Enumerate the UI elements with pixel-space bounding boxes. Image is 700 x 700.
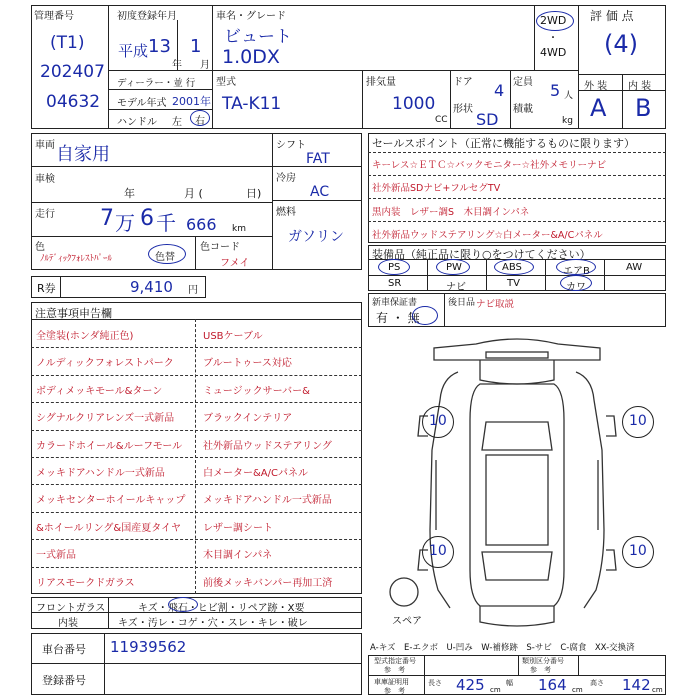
handle-label: ハンドル bbox=[117, 117, 157, 128]
disp-label: 排気量 bbox=[366, 77, 396, 88]
type-label: 型式 bbox=[216, 77, 236, 88]
reg-month: 1 bbox=[190, 36, 202, 57]
note-right-4: ブラックインテリア bbox=[203, 413, 293, 425]
shift-label: シフト bbox=[276, 140, 306, 151]
class-sub: 参 考 bbox=[530, 666, 551, 674]
door-label: ドア bbox=[453, 77, 473, 88]
car-grade: 1.0DX bbox=[222, 46, 280, 68]
car-label: 車名・グレード bbox=[216, 11, 286, 22]
drive-dot: ・ bbox=[548, 33, 558, 44]
mileage-rest: 666 bbox=[186, 215, 217, 234]
reg-label: 初度登録年月 bbox=[117, 11, 177, 22]
sales-line-1: キーレス☆ＥＴＣ☆バックモニター☆社外メモリーナビ bbox=[372, 160, 607, 171]
note-right-2: ブルートゥース対応 bbox=[203, 358, 292, 370]
mileage-sen: 6 bbox=[140, 206, 154, 231]
note-left-2: ノルディックフォレストパーク bbox=[36, 358, 174, 370]
equip-airbag: エアB bbox=[563, 266, 590, 277]
mileage-man: 7 bbox=[100, 206, 114, 231]
equip-pw: PW bbox=[446, 262, 462, 273]
shift-value: FAT bbox=[306, 151, 330, 167]
note-left-9: 一式新品 bbox=[36, 550, 76, 562]
door-value: 4 bbox=[494, 81, 505, 100]
hei-label: 高さ bbox=[590, 679, 604, 687]
note-left-5: カラードホイール&ルーフモール bbox=[36, 440, 183, 452]
mark-fl-value: 10 bbox=[429, 413, 447, 429]
equip-leather-circle bbox=[560, 275, 592, 291]
len-label: 長さ bbox=[428, 679, 442, 687]
mgmt-t: (T1) bbox=[50, 33, 85, 53]
note-right-7: メッキドアハンドル一式新品 bbox=[203, 495, 332, 507]
equip-ps: PS bbox=[388, 262, 401, 273]
reg-month-unit: 月 bbox=[200, 60, 210, 71]
seats-value: 5 bbox=[550, 81, 561, 100]
mark-rr-value: 10 bbox=[629, 543, 647, 559]
disp-unit: CC bbox=[435, 115, 448, 125]
reg-year-unit: 年 bbox=[172, 60, 182, 71]
note-left-4: シグナルクリアレンズ一式新品 bbox=[36, 413, 175, 425]
ext-label: 外 装 bbox=[584, 81, 608, 92]
chassis-value: 11939562 bbox=[110, 638, 187, 656]
ac-label: 冷房 bbox=[276, 173, 296, 184]
equip-abs: ABS bbox=[502, 262, 522, 273]
note-right-8: レザー調シート bbox=[203, 522, 273, 534]
note-left-7: メッキセンターホイールキャップ bbox=[36, 495, 186, 507]
equip-airbag-circle bbox=[556, 259, 596, 275]
inspection-label: 車検 bbox=[35, 174, 55, 185]
color-change: 色替 bbox=[155, 252, 175, 263]
len-value: 425 bbox=[456, 676, 485, 694]
mark-fr-value: 10 bbox=[629, 413, 647, 429]
front-glass-circle bbox=[168, 597, 198, 612]
ac-value: AC bbox=[310, 184, 330, 200]
grade-value: (4) bbox=[604, 30, 638, 58]
sales-line-4: 社外新品ウッドステアリング☆白メーター&A/Cパネル bbox=[372, 230, 603, 241]
mgmt-num1: 202407 bbox=[40, 62, 105, 82]
wid-unit: cm bbox=[572, 686, 583, 694]
colorcode-value: フメイ bbox=[220, 258, 250, 269]
note-right-5: 社外新品ウッドステアリング bbox=[203, 440, 332, 452]
note-right-9: 木目調インパネ bbox=[203, 550, 273, 562]
sales-line-2: 社外新品SDナビ+フルセグTV bbox=[372, 183, 501, 194]
warranty-value: 有 ・ 無 bbox=[376, 311, 420, 325]
ext-value: A bbox=[590, 94, 607, 122]
note-left-1: 全塗装(ホンダ純正色) bbox=[36, 331, 134, 342]
drive-2wd: 2WD bbox=[540, 14, 567, 27]
mark-rl-value: 10 bbox=[429, 543, 447, 559]
mileage-label: 走行 bbox=[35, 209, 55, 220]
model-year-value: 2001年 bbox=[172, 95, 211, 108]
load-unit: kg bbox=[562, 116, 573, 126]
seats-unit: 人 bbox=[564, 91, 574, 101]
equip-sr: SR bbox=[388, 278, 402, 289]
notes-title: 注意事項申告欄 bbox=[35, 307, 112, 320]
mileage-man-unit: 万 bbox=[115, 211, 135, 235]
fuel-value: ガソリン bbox=[288, 229, 344, 245]
seats-label: 定員 bbox=[513, 77, 533, 88]
insp-day: 日) bbox=[246, 187, 262, 200]
note-right-3: ミュージックサーバー& bbox=[203, 385, 310, 397]
mgmt-label: 管理番号 bbox=[34, 11, 74, 22]
note-left-3: ボディメッキモール&ターン bbox=[36, 385, 163, 397]
tools-value: ナビ取説 bbox=[476, 299, 515, 310]
equip-navi: ナビ bbox=[446, 282, 466, 293]
load-label: 積載 bbox=[513, 104, 533, 115]
drive-4wd: 4WD bbox=[540, 46, 567, 59]
r-label: R券 bbox=[37, 282, 56, 295]
len-unit: cm bbox=[490, 686, 501, 694]
grade-label: 評 価 点 bbox=[590, 9, 634, 23]
hei-value: 142 bbox=[622, 676, 651, 694]
wid-label: 幅 bbox=[506, 679, 513, 687]
proof-label: 車庫証明用 bbox=[374, 678, 409, 686]
front-glass-value: キズ・飛石・ヒビ割・リペア跡・X要 bbox=[138, 603, 305, 614]
int-label: 内 装 bbox=[628, 81, 652, 92]
damage-legend: A-キズ E-エクボ U-凹み W-補修跡 S-サビ C-腐食 XX-交換済 bbox=[370, 643, 635, 653]
disp-value: 1000 bbox=[392, 94, 436, 114]
equipment-title: 装備品（純正品に限り○をつけてください） bbox=[372, 248, 591, 261]
proof-sub: 参 考 bbox=[384, 687, 405, 695]
fuel-label: 燃料 bbox=[276, 207, 296, 218]
int-value: B bbox=[635, 94, 652, 122]
type-value: TA-K11 bbox=[222, 94, 282, 114]
note-left-10: リアスモークドガラス bbox=[36, 577, 135, 589]
handle-right: 右 bbox=[195, 116, 205, 127]
equip-tv: TV bbox=[507, 278, 520, 289]
interior-label: 内装 bbox=[58, 618, 78, 629]
wid-value: 164 bbox=[538, 676, 567, 694]
r-ticket-box bbox=[31, 276, 206, 298]
reg-number-label: 登録番号 bbox=[42, 674, 86, 687]
dealer-label: ディーラー・並 行 bbox=[117, 78, 196, 89]
class-label: 類別区分番号 bbox=[522, 657, 564, 665]
color-label: 色 bbox=[35, 242, 45, 253]
shape-value: SD bbox=[476, 110, 499, 129]
equip-ps-circle bbox=[378, 259, 410, 275]
cert-label: 型式指定番号 bbox=[374, 657, 416, 665]
interior-value: キズ・汚レ・コゲ・穴・スレ・キレ・破レ bbox=[118, 618, 308, 629]
sales-line-3: 黒内装 レザー調S 木目調インパネ bbox=[372, 207, 530, 218]
sales-title: セールスポイント（正常に機能するものに限ります） bbox=[372, 137, 636, 150]
equip-aw: AW bbox=[626, 262, 643, 273]
note-left-6: メッキドアハンドル一式新品 bbox=[36, 468, 165, 479]
reg-year: 13 bbox=[148, 36, 171, 57]
usage-label: 車両 bbox=[35, 140, 55, 151]
equip-pw-circle bbox=[436, 259, 470, 275]
front-glass-label: フロントガラス bbox=[36, 603, 106, 614]
note-right-6: 白メーター&A/Cパネル bbox=[203, 468, 308, 479]
note-right-1: USBケーブル bbox=[203, 331, 263, 342]
insp-year: 年 bbox=[124, 187, 135, 200]
chassis-label: 車台番号 bbox=[42, 643, 86, 656]
r-value: 9,410 bbox=[130, 278, 173, 296]
model-year-label: モデル年式 bbox=[117, 98, 167, 109]
usage-value: 自家用 bbox=[56, 144, 110, 165]
mileage-sen-unit: 千 bbox=[156, 211, 176, 235]
mgmt-num2: 04632 bbox=[46, 92, 101, 112]
handle-left: 左 bbox=[172, 117, 182, 128]
warranty-no-circle bbox=[412, 306, 438, 325]
cert-sub: 参 考 bbox=[384, 666, 405, 674]
equip-leather: カワ bbox=[566, 282, 586, 293]
note-left-8: &ホイールリング&国産夏タイヤ bbox=[36, 522, 181, 534]
tools-label: 後日品 bbox=[448, 298, 476, 308]
car-name: ビュート bbox=[224, 27, 292, 47]
mileage-unit: km bbox=[232, 224, 246, 234]
color-value: ﾉﾙﾃﾞｨｯｸﾌｫﾚｽﾄﾊﾟｰﾙ bbox=[40, 254, 113, 264]
spare-label: スペア bbox=[392, 616, 422, 627]
car-diagram bbox=[368, 330, 666, 635]
equip-abs-circle bbox=[494, 259, 534, 275]
r-unit: 円 bbox=[188, 285, 198, 296]
insp-month: 月 ( bbox=[184, 187, 203, 200]
warranty-label: 新車保証書 bbox=[372, 298, 418, 308]
note-right-10: 前後メッキバンパー再加工済 bbox=[203, 577, 333, 589]
shape-label: 形状 bbox=[453, 104, 473, 115]
reg-era: 平成 bbox=[118, 42, 149, 60]
colorcode-label: 色コード bbox=[200, 242, 240, 253]
hei-unit: cm bbox=[652, 686, 663, 694]
